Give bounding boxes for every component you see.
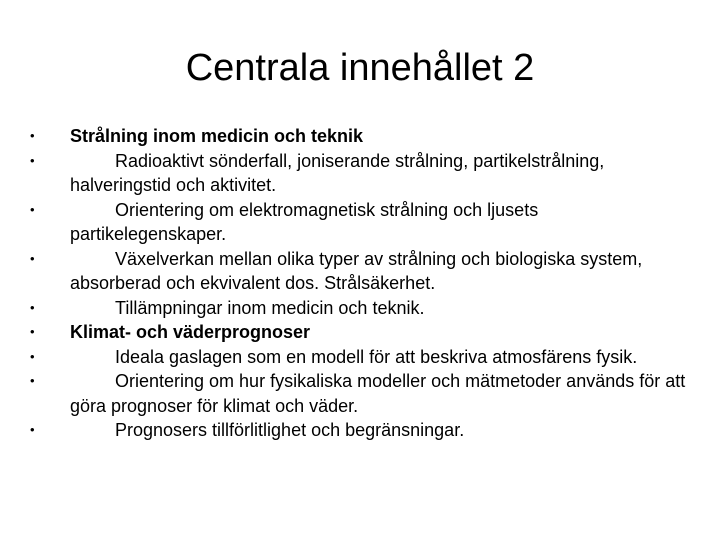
bullet-item-heading bbox=[30, 320, 690, 345]
bullet-item bbox=[30, 149, 690, 198]
bullet-icon: • bbox=[30, 250, 35, 266]
bullet-icon: • bbox=[30, 128, 35, 143]
bullet-icon: • bbox=[30, 373, 35, 388]
bullet-text: Orientering om hur fysikaliska modeller och mätmetoder används för att göra prognoser för klimat och väder. bbox=[70, 371, 686, 416]
bullet-text: Växelverkan mellan olika typer av strålning och biologiska system, absorberad och ekvivalent dos. Strålsäkerhet. bbox=[70, 248, 643, 293]
bullet-item bbox=[30, 198, 690, 247]
bullet-icon: • bbox=[30, 348, 35, 364]
bullet-text: Orientering om elektromagnetisk strålning och ljusets partikelegenskaper. bbox=[70, 199, 539, 244]
bullet-icon: • bbox=[30, 422, 35, 437]
bullet-icon: • bbox=[30, 299, 35, 315]
bullet-icon: • bbox=[30, 324, 35, 339]
bullet-text: Prognosers tillförlitlighet och begränsningar. bbox=[115, 420, 465, 440]
bullet-text: Strålning inom medicin och teknik bbox=[70, 126, 364, 146]
bullet-item bbox=[30, 345, 690, 370]
slide-title: Centrala innehållet 2 bbox=[185, 47, 535, 89]
bullet-item bbox=[30, 369, 690, 418]
bullet-list bbox=[30, 124, 690, 443]
bullet-text: Tillämpningar inom medicin och teknik. bbox=[115, 297, 425, 318]
bullet-item bbox=[30, 296, 690, 321]
bullet-text: Ideala gaslagen som en modell för att beskriva atmosfärens fysik. bbox=[115, 346, 638, 367]
bullet-text: Radioaktivt sönderfall, joniserande strålning, partikelstrålning, halveringstid och aktivitet. bbox=[70, 150, 605, 195]
bullet-item bbox=[30, 247, 690, 296]
bullet-icon: • bbox=[30, 152, 35, 168]
bullet-item-heading bbox=[30, 124, 690, 149]
bullet-item bbox=[30, 418, 690, 443]
bullet-icon: • bbox=[30, 201, 35, 217]
bullet-text: Klimat- och väderprognoser bbox=[70, 322, 311, 342]
